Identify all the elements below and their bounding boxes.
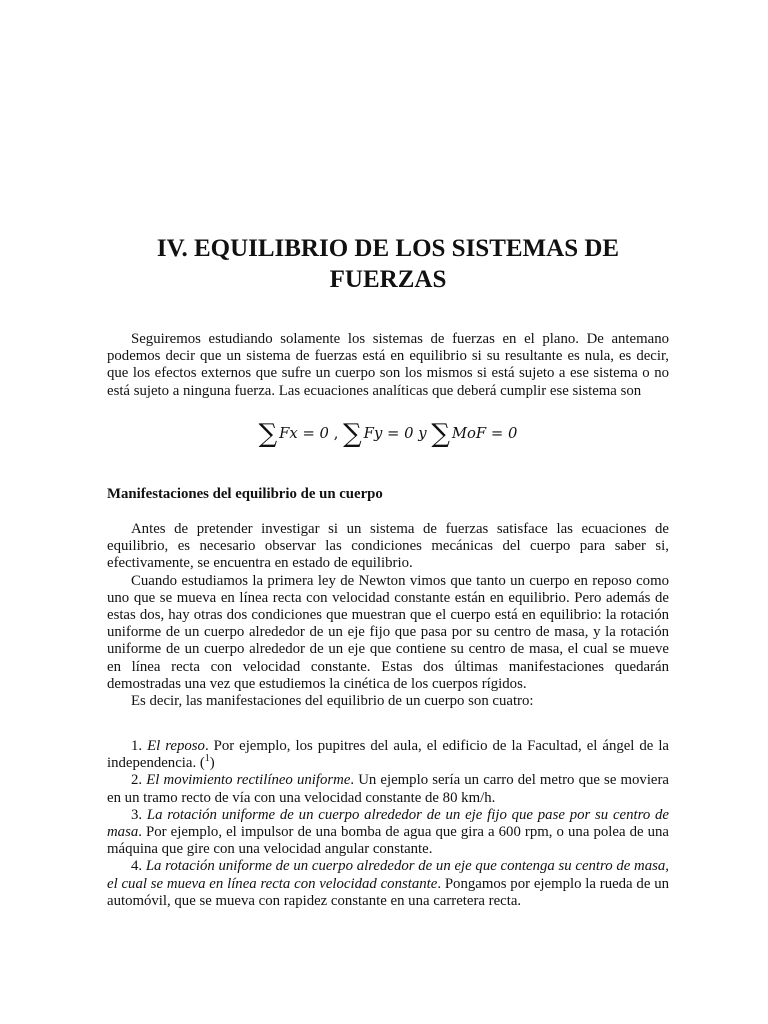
item-number: 4. [131,858,146,875]
item-italic-text: La rotación uniforme de un cuerpo alrededor de un eje que contenga su centro de masa, el cual se mueva en línea recta con velocidad constante [107,858,669,892]
sum-symbol: ∑ [343,419,362,449]
item-italic-text: El reposo [147,738,205,754]
item-text: . Un ejemplo sería un carro del metro que se moviera en un tramo recto de vía con una velocidad constante de 80 km/h. [107,772,669,806]
equilibrium-equation [107,414,669,454]
sum-symbol: ∑ [258,419,278,449]
paragraph-1: Antes de pretender investigar si un sistema de fuerzas satisface las ecuaciones de equilibrio, es necesario observar las condiciones mecánicas del cuerpo para saber si, efectivamente, se encuentra en estado de equilibrio. [107,521,669,572]
paragraph-3: Es decir, las manifestaciones del equilibrio de un cuerpo son cuatro: [131,693,534,710]
equation-mof: MoF = 0 [451,425,518,442]
chapter-title-line-2: FUERZAS [329,266,447,293]
item-tail: ) [209,755,215,772]
intro-paragraph: Seguiremos estudiando solamente los sistemas de fuerzas en el plano. De antemano podemos decir que un sistema de fuerzas está en equilibrio si su resultante es nula, es decir, que los efectos externos que sufre un cuerpo son los mismos si está sujeto a ese sistema o no está sujeto a ninguna fuerza. Las ecuaciones analíticas que deberá cumplir ese sistema son [107,331,669,399]
paragraph-2: Cuando estudiamos la primera ley de Newton vimos que tanto un cuerpo en reposo como uno que se mueva en línea recta con velocidad constante están en equilibrio. Pero además de estas dos, hay otras dos condiciones que muestran que el cuerpo está en equilibrio: la rotación uniforme de un cuerpo alrededor de un eje fijo que pasa por su centro de masa, y la rotación uniforme de un cuerpo alrededor de un eje que contiene su centro de masa, el cual se mueve en línea recta con velocidad constante. Estas dos últimas manifestaciones quedarán demostradas una vez que estudiemos la cinética de los cuerpos rígidos. [107,572,669,692]
item-italic-text: El movimiento rectilíneo uniforme [146,772,351,789]
section-heading: Manifestaciones del equilibrio de un cuerpo [107,486,383,502]
item-text: . Pongamos por ejemplo la rueda de un automóvil, que se mueva con rapidez constante en una carretera recta. [107,875,669,909]
item-number: 2. [131,772,147,789]
equation-term-fy [343,414,413,454]
item-text: . Por ejemplo, los pupitres del aula, el edificio de la Facultad, el ángel de la independencia. ( [107,738,670,772]
chapter-title [107,233,669,295]
list-item [107,807,669,859]
body-block [107,521,669,710]
sum-symbol: ∑ [431,419,450,449]
item-number: 3. [131,806,147,823]
manifestations-list [107,738,669,910]
item-italic-text: La rotación uniforme de un cuerpo alrededor de un eje fijo que pase por su centro de masa [107,806,670,841]
equation-separator-2: y [413,425,432,442]
list-item [107,772,669,806]
equation-term-fx [259,414,329,454]
list-item [107,738,669,772]
list-item [107,858,669,910]
chapter-title-line-1: IV. EQUILIBRIO DE LOS SISTEMAS DE [156,235,620,262]
equation-fy: Fy = 0 [363,425,414,442]
item-text: . Por ejemplo, el impulsor de una bomba de agua que gira a 600 rpm, o una polea de una máquina que gire con una velocidad angular constante. [107,824,669,858]
equation-fx: Fx = 0 [279,425,329,442]
item-number: 1. [131,738,148,754]
footnote-marker[interactable]: 1 [204,753,210,765]
intro-block [107,331,669,400]
equation-separator-1: , [328,425,344,442]
equation-term-mof [431,414,517,454]
